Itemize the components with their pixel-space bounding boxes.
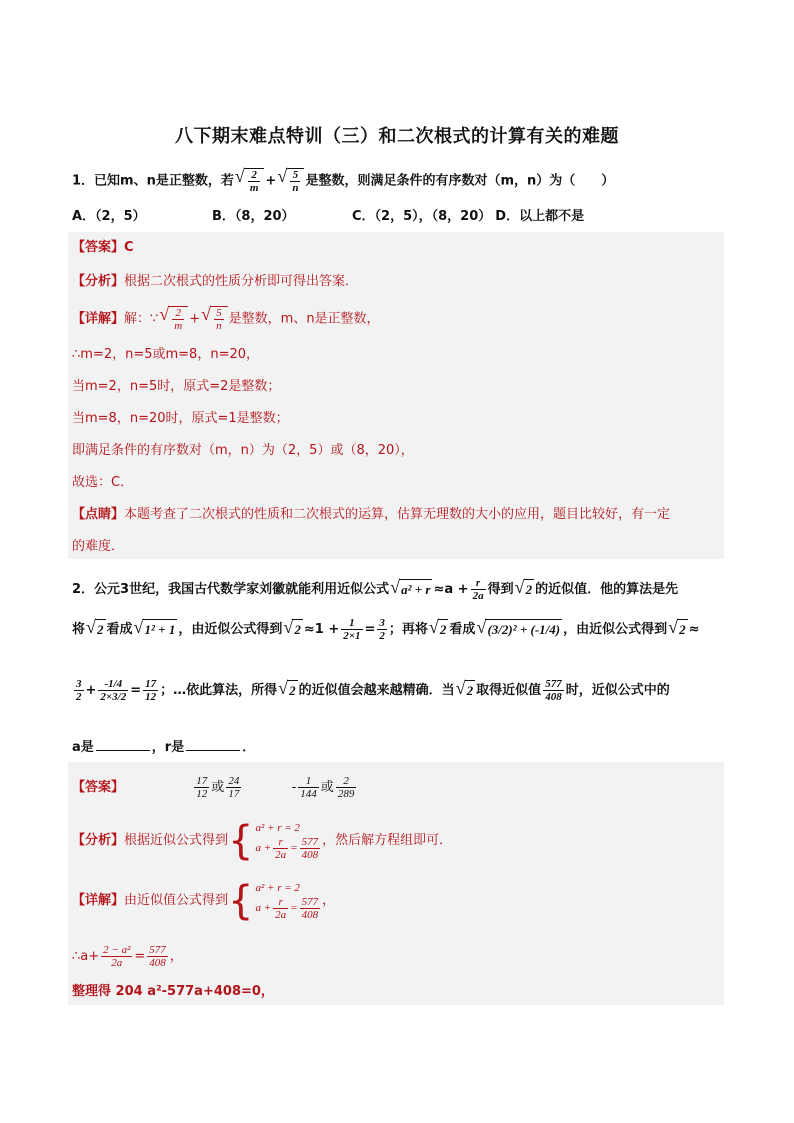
q2-blank-r[interactable]: [186, 750, 240, 751]
q1-detail-line-3: 当m=8，n=20时，原式=1是整数；: [72, 411, 289, 426]
q1-number: 1．: [72, 173, 95, 189]
q2-line-3: $\frac{3}{2}$ + $\frac{-1/4}{2\times 3/2}$ = $\frac{17}{12}$ ；…依此算法，所得√ 2 的近似值会越来越精确．当√ 2 取得近似值 $\frac{577}{408}$ 时，近似公式中的: [72, 678, 670, 703]
q1-comment-1: 【点睛】本题考查了二次根式的性质和二次根式的运算，估算无理数的大小的应用，题目比较好，有一定: [72, 507, 671, 522]
q2-sqrt-formula: √ a² + r: [390, 579, 432, 600]
q1-analysis: 【分析】根据二次根式的性质分析即可得出答案．: [72, 274, 359, 289]
q2-analysis: 【分析】根据近似公式得到{ a² + r = 2 a + $\frac{r}{2a}$ = $\frac{577}{408}$ ，然后解方程组即可．: [72, 817, 453, 864]
q1-detail-line-2: 当m=2，n=5时，原式=2是整数；: [72, 379, 281, 394]
q1-detail: 【详解】解：∵ √ $\frac{2}{m}$ + √ $\frac{5}{n}$ 是整数，m、n是正整数，: [72, 306, 380, 332]
q1-sqrt-5-over-n: √ $\frac{5}{n}$: [277, 168, 304, 194]
q2-answer: 【答案】 $\frac{17}{12}$ 或 $\frac{24}{17}$ - $\frac{1}{144}$ 或 $\frac{2}{289}$: [72, 775, 355, 800]
q1-detail-line-5: 故选：C．: [72, 475, 134, 490]
q2-line-4: a是 ，r是 ．: [72, 740, 256, 755]
q1-answer: 【答案】C: [72, 240, 134, 255]
q2-line-2: 将√ 2 看成√ 1² + 1 ，由近似公式得到√ 2 ≈1 + $\frac{1}{2\times 1}$ = $\frac{3}{2}$ ；再将√ 2 看成√ (3/2)² + (-1/4) ，由近似公式得到√ 2 ≈: [72, 617, 700, 642]
q1-option-a: A．（2，5）: [72, 209, 146, 224]
q1-options: [72, 207, 584, 227]
q1-option-b: B．（8，20）: [212, 209, 295, 224]
q1-stem-text-a: 已知m、n是正整数，若: [94, 173, 234, 189]
q1-comment-2: 的难度．: [72, 539, 125, 554]
q2-final: 整理得 204 a²-577a+408=0，: [72, 984, 274, 999]
q1-sqrt-2-over-m: √ $\frac{2}{m}$: [235, 168, 265, 194]
q2-detail: 【详解】由近似值公式得到{ a² + r = 2 a + $\frac{r}{2a}$ = $\frac{577}{408}$ ，: [72, 877, 336, 924]
q1-detail-line-4: 即满足条件的有序数对（m，n）为（2，5）或（8，20），: [72, 443, 414, 458]
q2-therefore: ∴a+ $\frac{\text{2 − a²}}{2a}$ = $\frac{577}{408}$ ，: [72, 944, 183, 969]
q2-line-1: 2．公元3世纪，我国古代数学家刘徽就能利用近似公式√ a² + r ≈a + $\frac{r}{2a}$ 得到√ 2 的近似值．他的算法是先: [72, 577, 678, 602]
q2-blank-a[interactable]: [96, 750, 150, 751]
q1-option-d: D．以上都不是: [495, 209, 585, 224]
q1-stem: 1．已知m、n是正整数，若 √ $\frac{2}{m}$ + √ $\frac{5}{n}$ 是整数，则满足条件的有序数对（m，n）为（ ）: [72, 168, 614, 194]
page-title: 八下期末难点特训（三）和二次根式的计算有关的难题: [175, 126, 619, 147]
q1-option-c: C．（2，5），（8，20）: [352, 209, 492, 224]
q1-detail-line-1: ∴m=2，n=5或m=8，n=20，: [72, 347, 260, 362]
q1-stem-text-b: 是整数，则满足条件的有序数对（m，n）为（ ）: [305, 173, 615, 189]
